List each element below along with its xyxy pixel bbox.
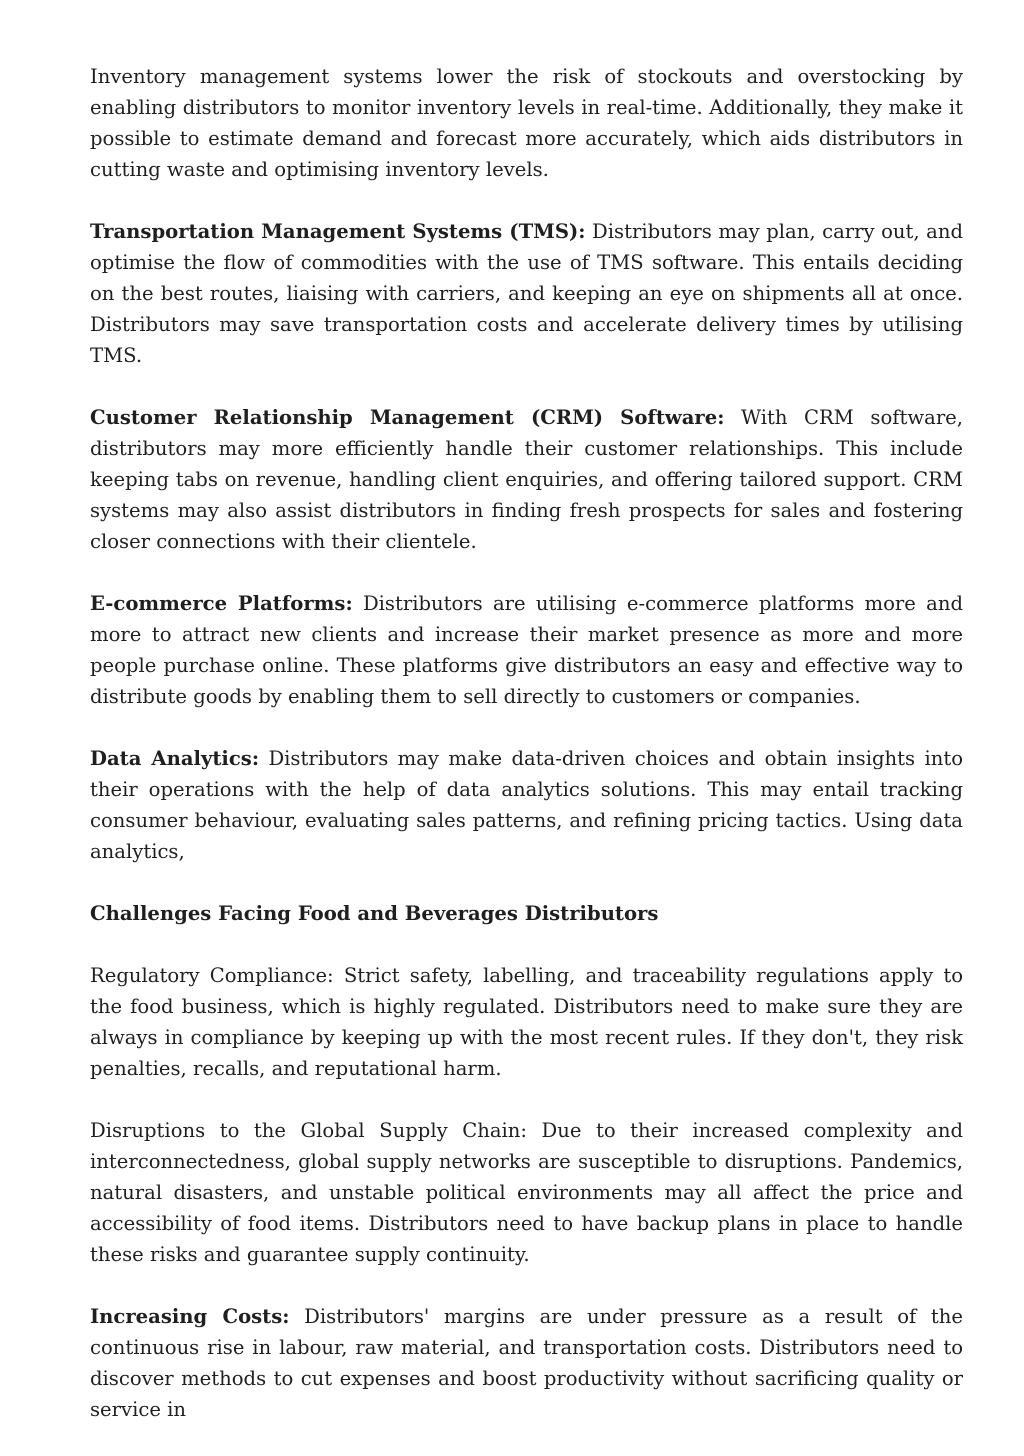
paragraph-text: With CRM software, distributors may more efficiently handle their customer relationships. This include keeping tabs on revenue, handling client enquiries, and offering tailored support. CRM systems may also assist distributors in finding fresh prospects for sales and fostering closer connections with their clientele.: [90, 406, 964, 553]
document-body: [90, 61, 963, 1456]
paragraph-supply-chain-disruptions: [90, 1115, 963, 1270]
paragraph-text: Distributors may make data-driven choices and obtain insights into their operations with the help of data analytics solutions. This may entail tracking consumer behaviour, evaluating sales patterns, and refining pricing tactics. Using data analytics,: [90, 747, 963, 863]
paragraph-lead: E-commerce Platforms:: [90, 592, 353, 615]
paragraph-data-analytics: [90, 743, 963, 867]
paragraph-text: Regulatory Compliance: Strict safety, labelling, and traceability regulations apply to the food business, which is highly regulated. Distributors need to make sure they are always in compliance by keeping up with the most recent rules. If they don't, they risk penalties, recalls, and reputational harm.: [90, 964, 963, 1080]
paragraph-lead: Transportation Management Systems (TMS):: [90, 220, 586, 243]
paragraph-lead: Data Analytics:: [90, 747, 260, 770]
section-heading: Challenges Facing Food and Beverages Distributors: [90, 902, 659, 925]
paragraph-text: Distributors' margins are under pressure as a result of the continuous rise in labour, raw material, and transportation costs. Distributors need to discover methods to cut expenses and boost productivity without sacrificing quality or service in: [90, 1305, 963, 1421]
paragraph-regulatory-compliance: [90, 960, 963, 1084]
paragraph-text: Inventory management systems lower the risk of stockouts and overstocking by enabling distributors to monitor inventory levels in real-time. Additionally, they make it possible to estimate demand and forecast more accurately, which aids distributors in cutting waste and optimising inventory levels.: [90, 65, 963, 181]
paragraph-text: Distributors may plan, carry out, and optimise the flow of commodities with the use of TMS software. This entails deciding on the best routes, liaising with carriers, and keeping an eye on shipments all at once. Distributors may save transportation costs and accelerate delivery times by utilising TMS.: [90, 220, 963, 367]
paragraph-ecommerce: [90, 588, 963, 712]
paragraph-lead: Customer Relationship Management (CRM) Software:: [90, 406, 725, 429]
paragraph-tms: [90, 216, 963, 371]
paragraph-increasing-costs: [90, 1301, 963, 1425]
paragraph-lead: Increasing Costs:: [90, 1305, 290, 1328]
paragraph-crm: [90, 402, 963, 557]
paragraph-inventory-management: [90, 61, 963, 185]
paragraph-text: Disruptions to the Global Supply Chain: Due to their increased complexity and interconnectedness, global supply networks are susceptible to disruptions. Pandemics, natural disasters, and unstable political environments may all affect the price and accessibility of food items. Distributors need to have backup plans in place to handle these risks and guarantee supply continuity.: [90, 1119, 963, 1266]
paragraph-text: Distributors are utilising e-commerce platforms more and more to attract new clients and increase their market presence as more and more people purchase online. These platforms give distributors an easy and effective way to distribute goods by enabling them to sell directly to customers or companies.: [90, 592, 963, 708]
